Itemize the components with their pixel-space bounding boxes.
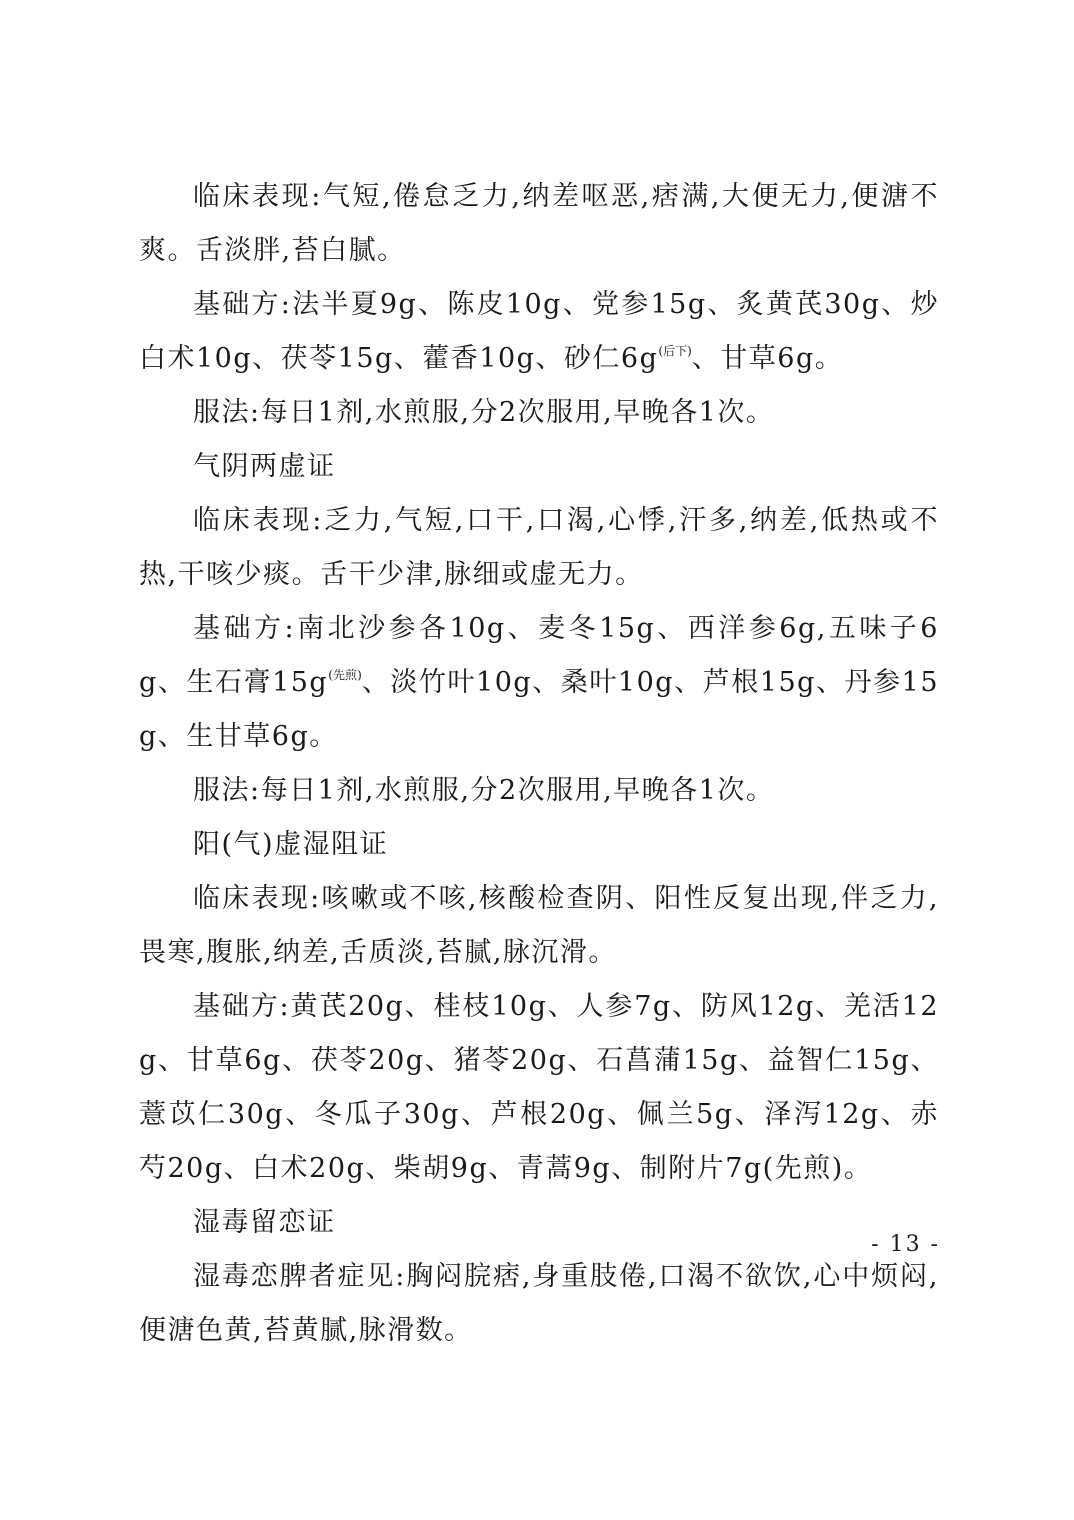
base-formula-text: 基础方:法半夏9g、陈皮10g、党参15g、炙黄芪30g、炒白术10g、茯苓15g、藿香10g、砂仁6g bbox=[139, 289, 939, 374]
superscript-note: (后下) bbox=[658, 344, 692, 358]
dosage-paragraph: 服法:每日1剂,水煎服,分2次服用,早晚各1次。 bbox=[193, 397, 775, 428]
base-formula-paragraph bbox=[139, 602, 939, 764]
base-formula-paragraph bbox=[139, 278, 939, 386]
section-heading: 气阴两虚证 bbox=[193, 451, 336, 482]
superscript-note: (先煎) bbox=[328, 668, 362, 682]
section-heading: 湿毒留恋证 bbox=[193, 1207, 336, 1238]
base-formula-text-end: 、甘草6g。 bbox=[691, 343, 844, 374]
base-formula-text-end: 、淡竹叶10g、桑叶10g、芦根15g、丹参15g、生甘草6g。 bbox=[139, 667, 939, 752]
symptom-paragraph: 湿毒恋脾者症见:胸闷脘痞,身重肢倦,口渴不欲饮,心中烦闷,便溏色黄,苔黄腻,脉滑数。 bbox=[139, 1261, 939, 1346]
document-body bbox=[139, 170, 939, 1358]
clinical-manifestation-paragraph: 临床表现:气短,倦怠乏力,纳差呕恶,痞满,大便无力,便溏不爽。舌淡胖,苔白腻。 bbox=[139, 181, 939, 266]
section-heading: 阳(气)虚湿阻证 bbox=[193, 829, 389, 860]
base-formula-text: 基础方:南北沙参各10g、麦冬15g、西洋参6g,五味子6g、生石膏15g bbox=[139, 613, 939, 698]
clinical-manifestation-paragraph: 临床表现:乏力,气短,口干,口渴,心悸,汗多,纳差,低热或不热,干咳少痰。舌干少津,脉细或虚无力。 bbox=[139, 505, 939, 590]
base-formula-paragraph: 基础方:黄芪20g、桂枝10g、人参7g、防风12g、羌活12g、甘草6g、茯苓20g、猪苓20g、石菖蒲15g、益智仁15g、薏苡仁30g、冬瓜子30g、芦根20g、佩兰5g、泽泻12g、赤芍20g、白术20g、柴胡9g、青蒿9g、制附片7g(先煎)。 bbox=[139, 991, 939, 1184]
page-number: - 13 - bbox=[871, 1232, 940, 1257]
dosage-paragraph: 服法:每日1剂,水煎服,分2次服用,早晚各1次。 bbox=[193, 775, 775, 806]
clinical-manifestation-paragraph: 临床表现:咳嗽或不咳,核酸检查阴、阳性反复出现,伴乏力,畏寒,腹胀,纳差,舌质淡,苔腻,脉沉滑。 bbox=[139, 883, 939, 968]
